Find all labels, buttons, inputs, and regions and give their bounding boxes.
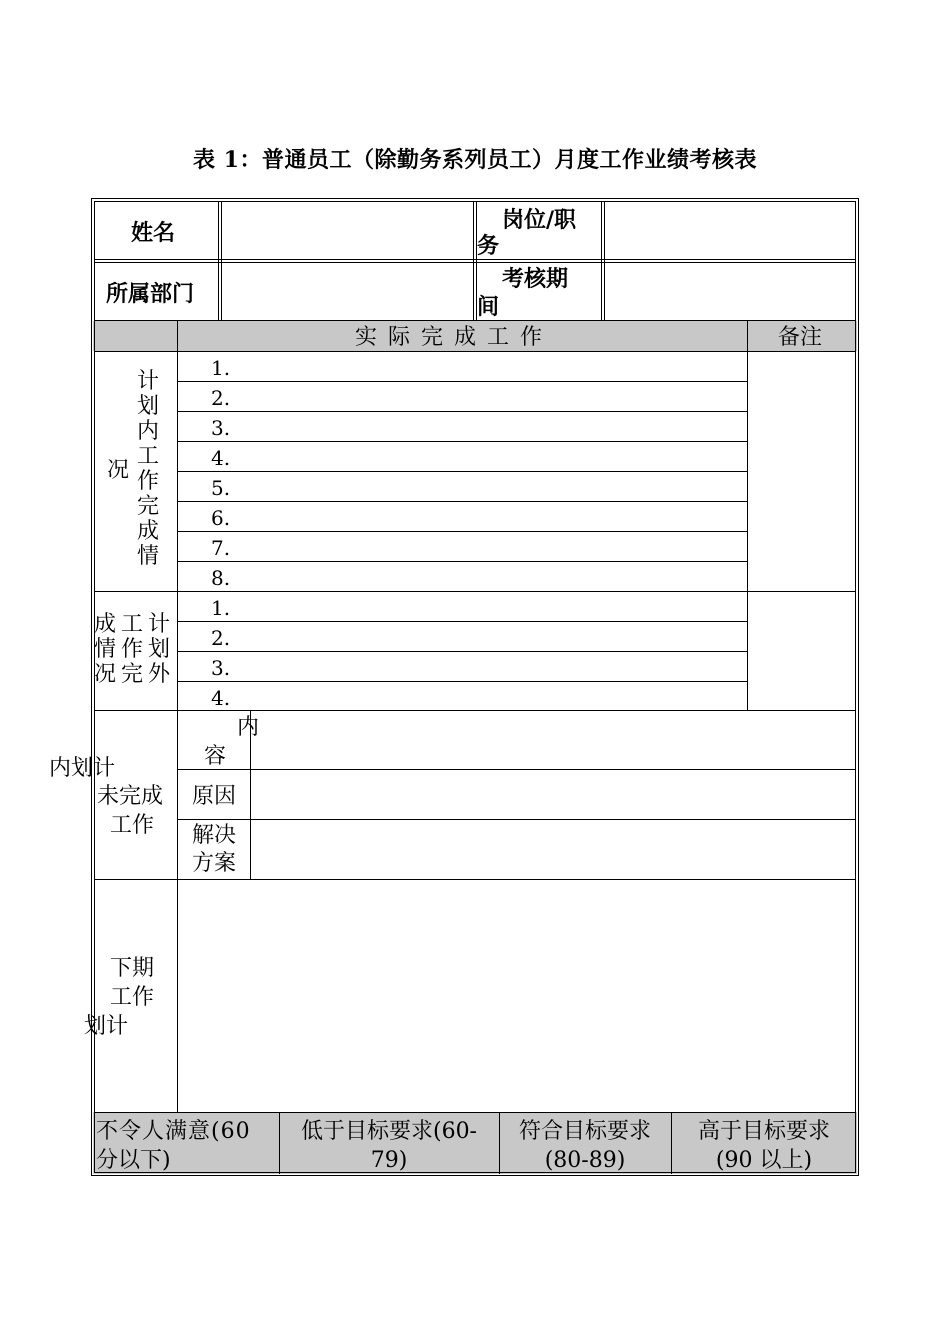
period-input[interactable] bbox=[605, 263, 855, 319]
solution-label-line1: 解决 bbox=[192, 823, 237, 848]
planned-item: 3. bbox=[211, 416, 231, 440]
dept-input[interactable] bbox=[222, 263, 472, 319]
rating-meets-line1: 符合目标要求 bbox=[518, 1119, 651, 1144]
incomplete-prefix: 计划内 bbox=[49, 756, 116, 781]
unplanned-item: 1. bbox=[211, 596, 231, 620]
rating-unsatisfactory-line2: 分以下) bbox=[96, 1148, 171, 1173]
content-input[interactable] bbox=[251, 711, 855, 768]
planned-label-vertical: 计 划 内 工 作 完 成 情 bbox=[136, 369, 159, 569]
next-plan-line1: 下期 bbox=[110, 956, 155, 981]
solution-label-line2: 方案 bbox=[192, 851, 237, 876]
rating-unsatisfactory-line1: 不令人满意(60 bbox=[96, 1119, 251, 1144]
planned-item: 7. bbox=[211, 536, 231, 560]
name-input[interactable] bbox=[222, 202, 472, 258]
unplanned-label-col: 工 作 完 bbox=[120, 612, 143, 687]
planned-item: 8. bbox=[211, 566, 231, 590]
next-plan-line2: 工作 bbox=[110, 985, 155, 1010]
reason-label: 原因 bbox=[192, 784, 237, 809]
position-label-line1: 岗位/职 bbox=[502, 207, 577, 233]
planned-item: 4. bbox=[211, 446, 231, 470]
page-title: 表 1：普通员工（除勤务系列员工）月度工作业绩考核表 bbox=[193, 147, 757, 173]
rating-above-line2: (90 以上) bbox=[715, 1148, 813, 1173]
content-label-line2: 容 bbox=[204, 744, 227, 769]
actual-work-header: 实 际 完 成 工 作 bbox=[355, 325, 544, 350]
next-plan-line3: 计划 bbox=[84, 1014, 129, 1039]
content-label-line1: 内 bbox=[237, 715, 260, 740]
incomplete-label-line1: 未完成 bbox=[97, 784, 164, 809]
reason-input[interactable] bbox=[251, 770, 855, 818]
period-label-line2: 间 bbox=[477, 294, 500, 320]
remarks-header: 备注 bbox=[778, 325, 823, 350]
position-input[interactable] bbox=[605, 202, 855, 258]
rating-meets-line2: (80-89) bbox=[544, 1148, 626, 1173]
unplanned-label-col: 成 情 况 bbox=[93, 612, 116, 687]
planned-item: 1. bbox=[211, 356, 231, 380]
next-plan-input[interactable] bbox=[178, 880, 855, 1111]
planned-item: 2. bbox=[211, 386, 231, 410]
rating-above-line1: 高于目标要求 bbox=[697, 1119, 830, 1144]
rating-below-line1: 低于目标要求(60- bbox=[300, 1119, 477, 1144]
period-label-line1: 考核期 bbox=[502, 266, 569, 292]
unplanned-label-col: 计 划 外 bbox=[147, 612, 170, 687]
planned-item: 6. bbox=[211, 506, 231, 530]
name-label: 姓名 bbox=[131, 220, 176, 246]
planned-label-side: 况 bbox=[107, 458, 130, 483]
rating-below-line2: 79) bbox=[370, 1148, 408, 1173]
planned-item: 5. bbox=[211, 476, 231, 500]
solution-input[interactable] bbox=[251, 820, 855, 878]
unplanned-item: 3. bbox=[211, 656, 231, 680]
position-label-line2: 务 bbox=[477, 233, 500, 259]
incomplete-label-line2: 工作 bbox=[110, 813, 155, 838]
dept-label: 所属部门 bbox=[106, 281, 195, 307]
unplanned-item: 2. bbox=[211, 626, 231, 650]
unplanned-item: 4. bbox=[211, 686, 231, 710]
